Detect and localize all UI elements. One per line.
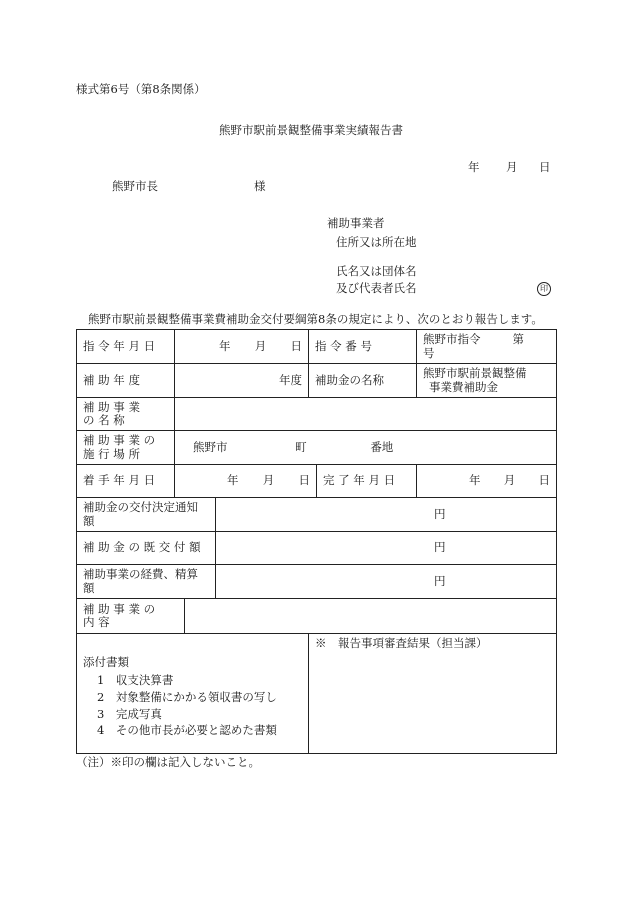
directive-number-label-cell <box>309 330 417 364</box>
paid-amount-label: 補 助 金 の 既 交 付 額 <box>83 540 201 555</box>
paid-amount-unit: 円 <box>434 540 446 555</box>
row-project-content <box>77 599 557 634</box>
attachment-item: 4 その他市長が必要と認めた書類 <box>97 723 277 738</box>
project-location-value-cell[interactable] <box>175 431 557 465</box>
start-day: 日 <box>298 473 310 488</box>
directive-date-label: 指 令 年 月 日 <box>83 338 156 353</box>
date-month-label: 月 <box>506 160 518 174</box>
directive-number-dai: 第 <box>512 332 524 347</box>
location-town: 町 <box>295 439 307 454</box>
start-date-value-cell[interactable] <box>175 465 317 498</box>
decision-amount-unit: 円 <box>434 506 446 521</box>
applicant-address-label: 住所又は所在地 <box>336 235 417 249</box>
subsidy-year-unit: 年度 <box>279 372 302 387</box>
seal-mark: 印 <box>537 282 551 296</box>
directive-number-prefix: 熊野市指令 <box>423 332 481 347</box>
project-content-label-line1: 補 助 事 業 の <box>83 601 156 616</box>
end-date-value-cell[interactable] <box>417 465 557 498</box>
start-month: 月 <box>262 473 275 488</box>
directive-number-label: 指 令 番 号 <box>315 338 372 353</box>
attachment-item: 1 収支決算書 <box>97 673 174 688</box>
settlement-amount-unit: 円 <box>434 573 446 588</box>
project-location-label-line2: 施 行 場 所 <box>83 446 140 461</box>
review-result-cell[interactable] <box>309 634 557 754</box>
subsidy-name-value-cell <box>417 364 557 398</box>
form-number: 様式第6号（第8条関係） <box>76 82 206 96</box>
date-day-label: 日 <box>539 160 551 174</box>
settlement-amount-label: 補助事業の経費、精算額 <box>83 567 198 595</box>
decision-amount-label: 補助金の交付決定通知額 <box>83 500 198 528</box>
attachments-heading: 添付書類 <box>83 655 129 669</box>
attachment-item: 3 完成写真 <box>97 706 162 721</box>
start-date-label: 着 手 年 月 日 <box>83 473 156 488</box>
decision-amount-label-cell <box>77 498 216 532</box>
project-location-label-cell <box>77 431 175 465</box>
row-project-name <box>77 398 557 431</box>
project-name-value-cell[interactable] <box>175 398 557 431</box>
project-content-label-cell <box>77 599 185 634</box>
directive-date-label-cell <box>77 330 175 364</box>
start-date-label-cell <box>77 465 175 498</box>
applicant-representative-label: 及び代表者氏名 <box>336 281 417 295</box>
directive-date-value-cell[interactable] <box>175 330 309 364</box>
date-year-label: 年 <box>468 160 480 174</box>
attachments-cell <box>77 634 309 754</box>
applicant-name-label: 氏名又は団体名 <box>336 264 417 278</box>
applicant-heading: 補助事業者 <box>327 216 385 230</box>
row-project-location <box>77 431 557 465</box>
start-year: 年 <box>227 473 239 488</box>
attachment-item: 2 対象整備にかかる領収書の写し <box>97 689 277 704</box>
intro-text: 熊野市駅前景観整備事業費補助金交付要綱第8条の規定により、次のとおり報告します。 <box>88 312 543 326</box>
project-name-label-cell <box>77 398 175 431</box>
subsidy-name-label: 補助金の名称 <box>315 372 384 387</box>
end-date-label-cell <box>317 465 417 498</box>
project-content-label-line2: 内 容 <box>83 615 110 629</box>
row-subsidy-year <box>77 364 557 398</box>
end-date-label: 完 了 年 月 日 <box>323 473 396 488</box>
directive-month: 月 <box>254 338 267 353</box>
row-paid-amount <box>77 532 557 565</box>
settlement-amount-value-cell[interactable] <box>216 565 557 599</box>
footnote: （注）※印の欄は記入しないこと。 <box>76 755 260 769</box>
subsidy-year-label: 補 助 年 度 <box>83 372 140 387</box>
directive-number-value-cell[interactable] <box>417 330 557 364</box>
row-directive-date <box>77 330 557 364</box>
location-lot: 番地 <box>370 439 394 454</box>
row-start-end-dates <box>77 465 557 498</box>
addressee-honorific: 様 <box>254 179 266 193</box>
end-month: 月 <box>503 473 516 488</box>
directive-number-go: 号 <box>423 345 435 360</box>
subsidy-year-label-cell <box>77 364 175 398</box>
decision-amount-value-cell[interactable] <box>216 498 557 532</box>
end-year: 年 <box>469 473 481 488</box>
row-attachments <box>77 634 557 754</box>
subsidy-name-line1: 熊野市駅前景観整備 <box>423 366 527 381</box>
end-day: 日 <box>538 473 550 488</box>
row-decision-amount <box>77 498 557 532</box>
directive-year: 年 <box>219 338 231 353</box>
report-table <box>76 329 557 754</box>
subsidy-name-label-cell <box>309 364 417 398</box>
location-city: 熊野市 <box>193 439 228 454</box>
paid-amount-label-cell <box>77 532 216 565</box>
review-result-note: ※ 報告事項審査結果（担当課） <box>315 636 488 650</box>
directive-day: 日 <box>290 338 302 353</box>
addressee-name: 熊野市長 <box>112 179 158 193</box>
document-title: 熊野市駅前景観整備事業実績報告書 <box>219 123 403 137</box>
subsidy-year-value-cell[interactable] <box>175 364 309 398</box>
paid-amount-value-cell[interactable] <box>216 532 557 565</box>
project-name-label-line1: 補 助 事 業 <box>83 399 140 414</box>
project-location-label-line1: 補 助 事 業 の <box>83 433 156 448</box>
row-settlement-amount <box>77 565 557 599</box>
settlement-amount-label-cell <box>77 565 216 599</box>
subsidy-name-line2: 事業費補助金 <box>429 379 498 394</box>
project-content-value-cell[interactable] <box>185 599 557 634</box>
project-name-label-line2: の 名 称 <box>83 413 125 427</box>
